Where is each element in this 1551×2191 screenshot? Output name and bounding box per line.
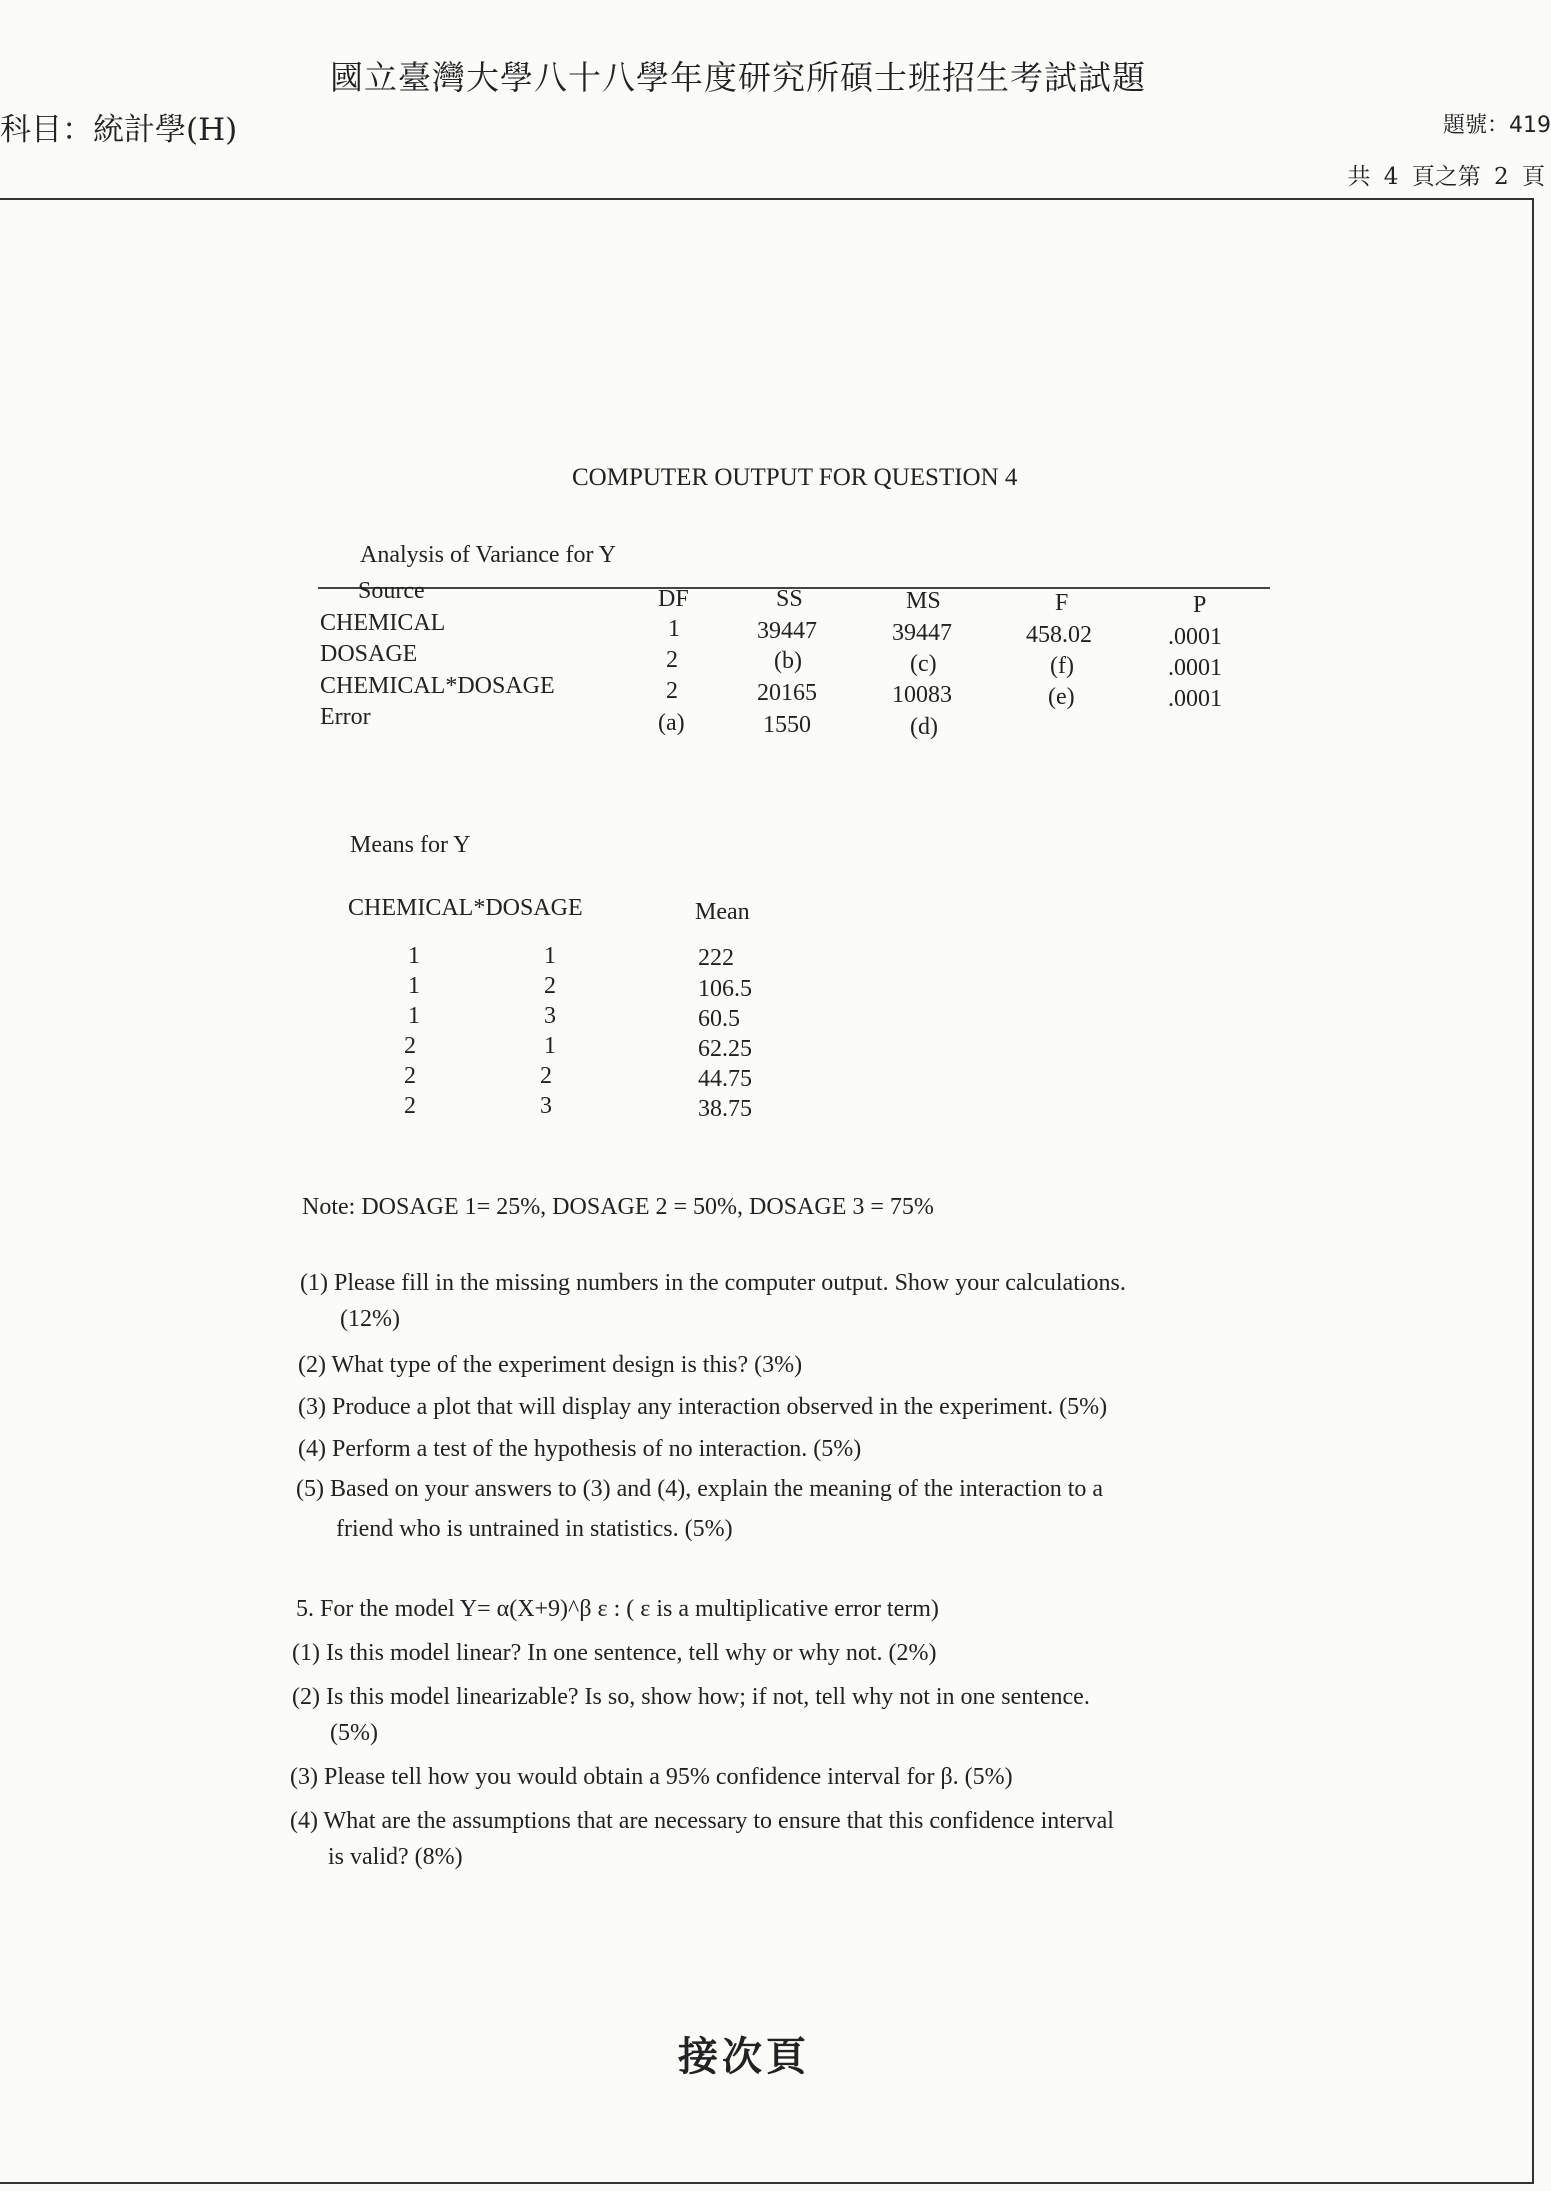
q5-item-2: (2) Is this model linearizable? Is so, show how; if not, tell why not in one sentence. — [292, 1684, 1090, 1710]
anova-header-p: P — [1193, 592, 1207, 618]
q4-item-4: (4) Perform a test of the hypothesis of no interaction. (5%) — [298, 1436, 862, 1462]
anova-row-error-ms: (d) — [910, 714, 938, 740]
page-frame — [0, 198, 1534, 2184]
means-row-3-mean: 60.5 — [698, 1006, 740, 1032]
means-row-3-dosage: 3 — [544, 1003, 556, 1029]
means-col-mean: Mean — [695, 899, 750, 925]
anova-title: Analysis of Variance for Y — [360, 542, 616, 568]
anova-row-dosage-source: DOSAGE — [320, 641, 418, 667]
exam-title: 國立臺灣大學八十八學年度研究所碩士班招生考試試題 — [330, 58, 1146, 97]
means-row-2-dosage: 2 — [544, 973, 556, 999]
anova-row-chemical-source: CHEMICAL — [320, 610, 446, 636]
q4-item-5-cont: friend who is untrained in statistics. (5%) — [336, 1516, 733, 1542]
anova-row-chemical-f: 458.02 — [1026, 622, 1092, 648]
means-row-6-dosage: 3 — [540, 1093, 552, 1119]
means-row-1-dosage: 1 — [544, 943, 556, 969]
means-col-factor: CHEMICAL*DOSAGE — [348, 895, 583, 921]
q5-item-4-cont: is valid? (8%) — [328, 1844, 463, 1870]
anova-row-chemical-ss: 39447 — [757, 618, 817, 644]
q4-item-1: (1) Please fill in the missing numbers in the computer output. Show your calculations. — [300, 1270, 1126, 1296]
anova-row-error-ss: 1550 — [763, 712, 811, 738]
means-row-6-mean: 38.75 — [698, 1096, 752, 1122]
anova-row-interaction-ss: 20165 — [757, 680, 817, 706]
anova-header-ms: MS — [906, 588, 941, 614]
means-row-2-chemical: 1 — [408, 973, 420, 999]
means-row-5-mean: 44.75 — [698, 1066, 752, 1092]
anova-row-error-df: (a) — [658, 710, 685, 736]
means-row-5-dosage: 2 — [540, 1063, 552, 1089]
q5-item-3: (3) Please tell how you would obtain a 95% confidence interval for β. (5%) — [290, 1764, 1013, 1790]
anova-row-dosage-ss: (b) — [774, 648, 802, 674]
anova-row-chemical-ms: 39447 — [892, 620, 952, 646]
anova-row-error-source: Error — [320, 704, 371, 730]
q5-item-4: (4) What are the assumptions that are necessary to ensure that this confidence interval — [290, 1808, 1114, 1834]
anova-row-chemical-p: .0001 — [1168, 624, 1222, 650]
page-info: 共 4 頁之第 2 頁 — [1347, 164, 1545, 190]
anova-row-dosage-p: .0001 — [1168, 655, 1222, 681]
means-row-1-mean: 222 — [698, 945, 734, 971]
q4-item-5: (5) Based on your answers to (3) and (4), explain the meaning of the interaction to a — [296, 1476, 1104, 1502]
means-row-4-mean: 62.25 — [698, 1036, 752, 1062]
output-heading: COMPUTER OUTPUT FOR QUESTION 4 — [572, 464, 1018, 491]
anova-header-df: DF — [658, 586, 689, 612]
q4-item-2: (2) What type of the experiment design is this? (3%) — [298, 1352, 803, 1378]
anova-row-interaction-source: CHEMICAL*DOSAGE — [320, 673, 555, 699]
anova-row-interaction-ms: 10083 — [892, 682, 952, 708]
question-number: 題號：419 — [1443, 113, 1551, 138]
means-row-6-chemical: 2 — [404, 1093, 416, 1119]
q5-intro: 5. For the model Y= α(X+9)^β ε : ( ε is a multiplicative error term) — [296, 1596, 939, 1622]
anova-row-interaction-f: (e) — [1048, 684, 1075, 710]
means-row-4-chemical: 2 — [404, 1033, 416, 1059]
dosage-note: Note: DOSAGE 1= 25%, DOSAGE 2 = 50%, DOSAGE 3 = 75% — [302, 1194, 934, 1220]
anova-row-dosage-f: (f) — [1050, 653, 1074, 679]
q5-item-2-weight: (5%) — [330, 1720, 378, 1746]
q4-item-3: (3) Produce a plot that will display any interaction observed in the experiment. (5%) — [298, 1394, 1108, 1420]
anova-row-chemical-df: 1 — [668, 616, 680, 642]
anova-header-source: Source — [358, 578, 425, 604]
anova-row-interaction-p: .0001 — [1168, 686, 1222, 712]
means-row-1-chemical: 1 — [408, 943, 420, 969]
anova-header-f: F — [1055, 590, 1069, 616]
anova-row-dosage-df: 2 — [666, 647, 678, 673]
means-row-4-dosage: 1 — [544, 1033, 556, 1059]
anova-row-dosage-ms: (c) — [910, 651, 937, 677]
means-row-3-chemical: 1 — [408, 1003, 420, 1029]
means-row-2-mean: 106.5 — [698, 976, 752, 1002]
continued-next-page: 接次頁 — [678, 2033, 810, 2080]
means-title: Means for Y — [350, 832, 471, 858]
means-row-5-chemical: 2 — [404, 1063, 416, 1089]
subject-label: 科目：統計學(H) — [0, 112, 238, 148]
q4-item-1-weight: (12%) — [340, 1306, 400, 1332]
anova-header-ss: SS — [776, 586, 803, 612]
anova-row-interaction-df: 2 — [666, 678, 678, 704]
q5-item-1: (1) Is this model linear? In one sentence, tell why or why not. (2%) — [292, 1640, 937, 1666]
